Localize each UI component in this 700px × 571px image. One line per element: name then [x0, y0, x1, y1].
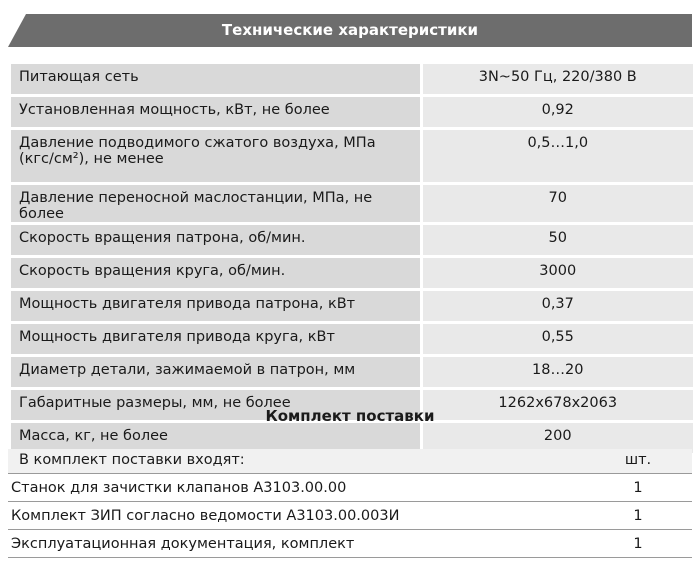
- kit-item-name: Станок для зачистки клапанов А3103.00.00: [11, 480, 347, 496]
- spec-row: [11, 184, 693, 224]
- section-title: Технические характеристики: [221, 21, 479, 39]
- kit-item-qty: 1: [633, 508, 643, 524]
- spec-value: 0,37: [421, 290, 693, 323]
- spec-value: 3000: [421, 257, 693, 290]
- spec-param: Давление подводимого сжатого воздуха, МПа (кгс/см²), не менее: [11, 129, 421, 184]
- spec-value: 18…20: [421, 356, 693, 389]
- spec-row: [11, 64, 693, 96]
- spec-value: 70: [421, 184, 693, 224]
- spec-value: 0,92: [421, 96, 693, 129]
- spec-param: Установленная мощность, кВт, не более: [11, 96, 421, 129]
- spec-param: Масса, кг, не более: [11, 422, 421, 455]
- spec-param: Скорость вращения патрона, об/мин.: [11, 224, 421, 257]
- spec-value: 3N~50 Гц, 220/380 В: [421, 64, 693, 96]
- spec-row: [11, 224, 693, 257]
- kit-item: [8, 502, 692, 530]
- spec-row: [11, 129, 693, 184]
- kit-item-qty: 1: [633, 536, 643, 552]
- spec-value: 50: [421, 224, 693, 257]
- kit-item: [8, 474, 692, 502]
- kit-item-qty: 1: [633, 480, 643, 496]
- kit-title: Комплект поставки: [265, 407, 435, 425]
- spec-param: Диаметр детали, зажимаемой в патрон, мм: [11, 356, 421, 389]
- spec-param: Питающая сеть: [11, 64, 421, 96]
- spec-param: Мощность двигателя привода патрона, кВт: [11, 290, 421, 323]
- spec-value: 0,5…1,0: [421, 129, 693, 184]
- kit-item-name: Эксплуатационная документация, комплект: [11, 536, 355, 552]
- spec-row: [11, 290, 693, 323]
- kit-item: [8, 530, 692, 558]
- kit-header-unit: шт.: [624, 452, 652, 468]
- spec-param: Скорость вращения круга, об/мин.: [11, 257, 421, 290]
- spec-value: 200: [421, 422, 693, 455]
- specs-table: [11, 64, 693, 456]
- kit-item-name: Комплект ЗИП согласно ведомости А3103.00.003И: [11, 508, 400, 524]
- kit-header-label: В комплект поставки входят:: [19, 452, 245, 468]
- spec-row: [11, 356, 693, 389]
- spec-value: 1262x678x2063: [421, 389, 693, 422]
- spec-row: [11, 96, 693, 129]
- section-banner: [8, 14, 692, 47]
- spec-param: Давление переносной маслостанции, МПа, не более: [11, 184, 421, 224]
- spec-row: [11, 323, 693, 356]
- kit-header: [8, 449, 692, 474]
- spec-value: 0,55: [421, 323, 693, 356]
- spec-row: [11, 257, 693, 290]
- spec-param: Габаритные размеры, мм, не более: [11, 389, 421, 422]
- spec-param: Мощность двигателя привода круга, кВт: [11, 323, 421, 356]
